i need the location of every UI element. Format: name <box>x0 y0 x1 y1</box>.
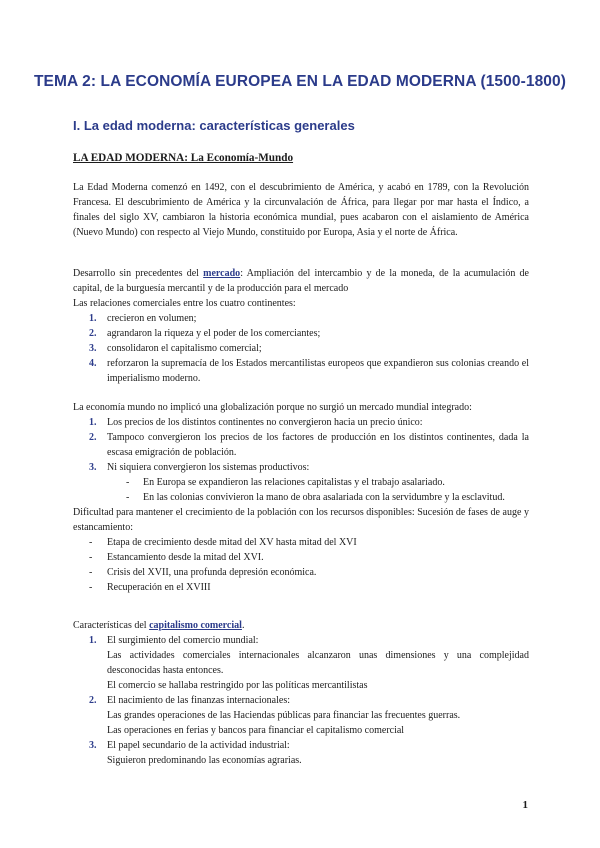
list-item: 1. crecieron en volumen; <box>89 313 197 324</box>
relations-intro: Las relaciones comerciales entre los cuatro continentes: <box>73 298 296 309</box>
subtitle: LA EDAD MODERNA: La Economía-Mundo <box>73 152 294 164</box>
population-phases-list <box>73 535 529 595</box>
page-number: 1 <box>522 799 528 811</box>
relations-list <box>73 311 529 386</box>
keyword-capitalismo-comercial: capitalismo comercial <box>149 620 242 631</box>
section-heading: I. La edad moderna: características generales <box>73 118 355 133</box>
globalization-block <box>73 400 529 595</box>
list-item: - Recuperación en el XVIII <box>89 582 211 593</box>
productive-systems-list <box>73 475 529 505</box>
page-title: TEMA 2: LA ECONOMÍA EUROPEA EN LA EDAD MODERNA (1500-1800) <box>33 73 566 90</box>
capitalism-block <box>73 618 529 768</box>
list-item: 3. consolidaron el capitalismo comercial; <box>89 343 262 354</box>
list-item: 4. reforzaron la supremacía de los Estados mercantilistas europeos que expandieron sus colonias creando el imperialismo moderno. <box>89 358 529 384</box>
list-item: 2. agrandaron la riqueza y el poder de los comerciantes; <box>89 328 321 339</box>
intro-block <box>73 180 529 240</box>
list-item: 3. El papel secundario de la actividad industrial: Siguieron predominando las economías agrarias. <box>89 740 302 766</box>
list-item: 1. El surgimiento del comercio mundial: Las actividades comerciales internacionales alcanzaron unas dimensiones y una complejidad desconocidas hasta entonces. El comercio se hallaba restringido por las políticas mercantilistas <box>89 635 529 691</box>
list-item: 2. Tampoco convergieron los precios de los factores de producción en los distintos continentes, dada la escasa emigración de población. <box>89 432 529 458</box>
population-intro: Dificultad para mantener el crecimiento de la población con los recursos disponibles: Sucesión de fases de auge y estancamiento: <box>73 507 529 533</box>
list-item: 2. El nacimiento de las finanzas internacionales: Las grandes operaciones de las Haciendas públicas para financiar las frecuentes guerras. Las operaciones en ferias y bancos para financiar el capitalismo comercial <box>89 695 461 736</box>
list-item: 1. Los precios de los distintos continentes no convergieron hacia un precio único: <box>89 417 423 428</box>
list-item: - Estancamiento desde la mitad del XVI. <box>89 552 264 563</box>
list-item: - En las colonias convivieron la mano de obra asalariada con la servidumbre y la esclavitud. <box>126 492 505 503</box>
intro-paragraph: La Edad Moderna comenzó en 1492, con el descubrimiento de América, y acabó en 1789, con la Revolución Francesa. El descubrimiento de América y la circunvalación de África, para llegar por mar hasta el Índico, a finales del siglo XV, cambiaron la historia económica mundial, pues acabaron con el aislamiento de América (Nuevo Mundo) con respecto al Viejo Mundo, constituido por Europa, Asia y el norte de África. <box>73 182 529 238</box>
list-item: 3. Ni siquiera convergieron los sistemas productivos: <box>89 462 310 473</box>
market-block <box>73 266 529 386</box>
market-paragraph: Desarrollo sin precedentes del mercado: Ampliación del intercambio y de la moneda, de la acumulación de capital, de la burguesía mercantil y de la producción para el mercado <box>73 268 529 294</box>
capitalism-list <box>73 633 529 768</box>
list-item: - En Europa se expandieron las relaciones capitalistas y el trabajo asalariado. <box>126 477 445 488</box>
capitalism-intro: Características del capitalismo comercial. <box>73 620 245 631</box>
globalization-list <box>73 415 529 475</box>
keyword-mercado: mercado <box>203 268 241 279</box>
list-item: - Etapa de crecimiento desde mitad del XV hasta mitad del XVI <box>89 537 357 548</box>
globalization-intro: La economía mundo no implicó una globalización porque no surgió un mercado mundial integrado: <box>73 402 472 413</box>
list-item: - Crisis del XVII, una profunda depresión económica. <box>89 567 317 578</box>
